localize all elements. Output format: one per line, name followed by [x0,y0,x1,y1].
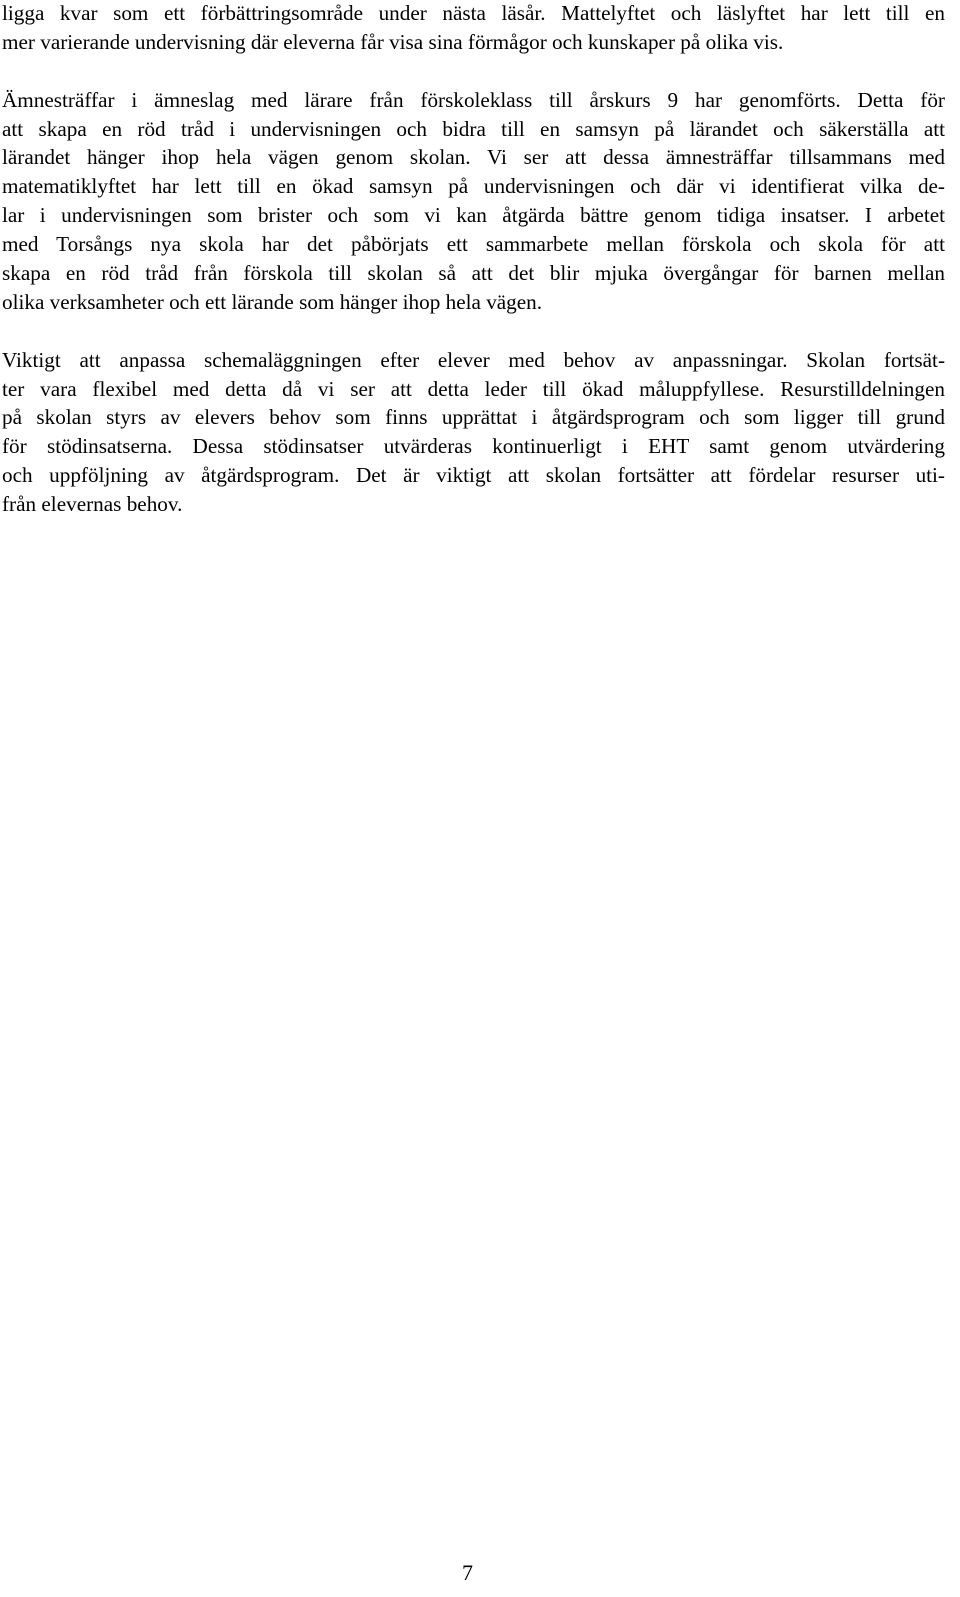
paragraph-3 [2,346,945,519]
paragraph-2 [2,86,945,317]
text-line: matematiklyftet har lett till en ökad samsyn på undervisningen och där vi identifierat vilka de- [2,174,945,199]
text-line: och uppföljning av åtgärdsprogram. Det är viktigt att skolan fortsätter att fördelar resurser uti- [2,463,945,488]
text-line: med Torsångs nya skola har det påbörjats ett sammarbete mellan förskola och skola för att [2,232,945,257]
text-line: lärandet hänger ihop hela vägen genom skolan. Vi ser att dessa ämnesträffar tillsammans med [2,145,945,170]
text-line: ter vara flexibel med detta då vi ser att detta leder till ökad måluppfyllese. Resurstilldelningen [2,376,945,401]
text-line: lar i undervisningen som brister och som vi kan åtgärda bättre genom tidiga insatser. I arbetet [2,203,945,228]
text-line: mer varierande undervisning där eleverna får visa sina förmågor och kunskaper på olika vis. [2,29,784,54]
text-line: på skolan styrs av elevers behov som finns upprättat i åtgärdsprogram och som ligger till grund [2,405,945,430]
text-line: olika verksamheter och ett lärande som hänger ihop hela vägen. [2,289,543,314]
text-line: för stödinsatserna. Dessa stödinsatser utvärderas kontinuerligt i EHT samt genom utvärdering [2,434,945,459]
paragraph-spacer [2,317,945,346]
paragraph-1 [2,0,945,57]
text-line: ligga kvar som ett förbättringsområde under nästa läsår. Mattelyftet och läslyftet har lett till en [2,1,945,25]
text-line: från elevernas behov. [2,492,183,517]
paragraph-spacer [2,57,945,86]
text-line: Viktigt att anpassa schemaläggningen efter elever med behov av anpassningar. Skolan fortsät- [2,347,945,372]
text-line: skapa en röd tråd från förskola till skolan så att det blir mjuka övergångar för barnen mellan [2,261,945,286]
text-line: att skapa en röd tråd i undervisningen och bidra till en samsyn på lärandet och säkerställa att [2,116,945,141]
body-text [2,0,945,519]
text-line: Ämnesträffar i ämneslag med lärare från förskoleklass till årskurs 9 har genomförts. Detta för [2,87,945,112]
page-number: 7 [462,1560,473,1585]
